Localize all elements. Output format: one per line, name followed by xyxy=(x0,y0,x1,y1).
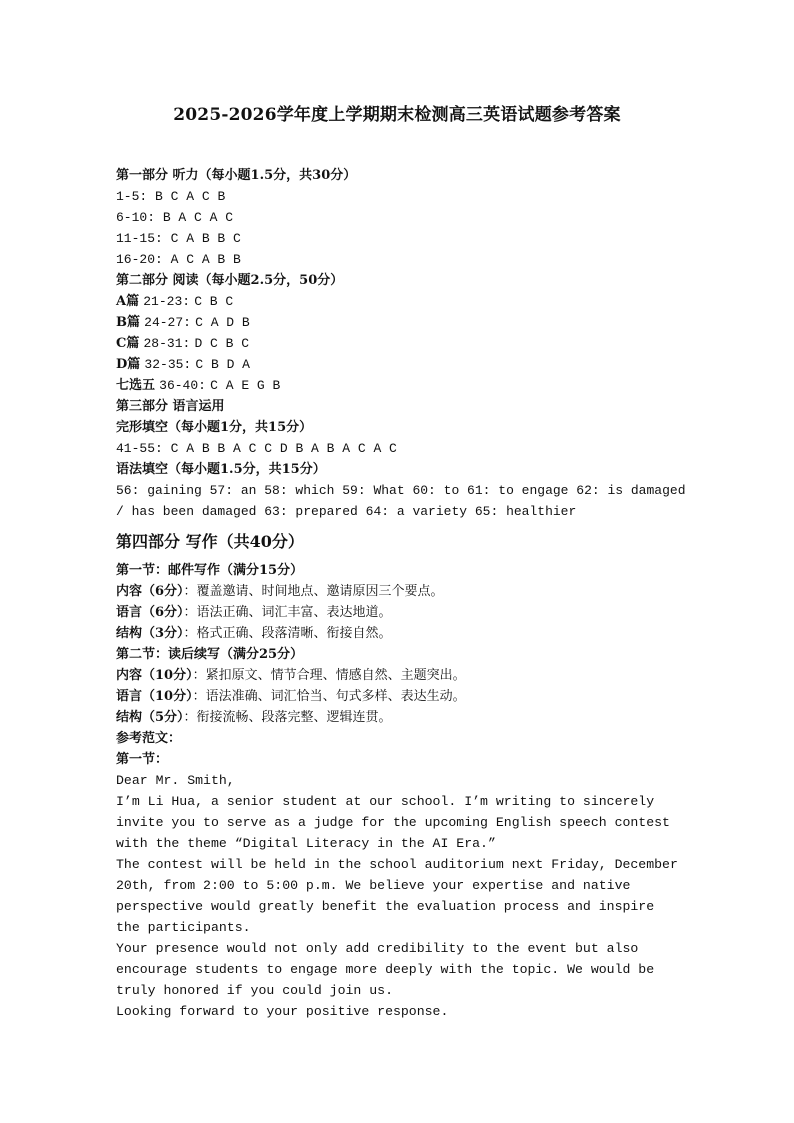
page-title: 2025-2026学年度上学期期末检测高三英语试题参考答案 xyxy=(173,105,621,125)
part3-heading: 第三部分 语言运用 xyxy=(116,399,225,414)
criterion-row: 语言（10分）：语法准确、词汇恰当、句式多样、表达生动。 xyxy=(116,689,466,704)
part2-row: 七选五 36-40: C A E G B xyxy=(116,378,281,393)
part1-row: 16-20: A C A B B xyxy=(116,252,241,267)
grammar-answers-line: 56: gaining 57: an 58: which 59: What 60: to 61: to engage 62: is damaged xyxy=(116,483,686,498)
criterion-row: 语言（6分）：语法正确、词汇丰富、表达地道。 xyxy=(116,605,392,620)
cloze-answers: 41-55: C A B B A C C D B A B A C A C xyxy=(116,441,397,456)
criterion-row: 内容（10分）：紧扣原文、情节合理、情感自然、主题突出。 xyxy=(116,668,466,683)
part2-row: D篇 32-35: C B D A xyxy=(116,357,250,372)
part4-heading: 第四部分 写作（共40分） xyxy=(116,532,304,551)
sample-paragraph: I’m Li Hua, a senior student at our school. I’m writing to sincerely invite you to serve as a judge for the upcoming English speech contest with the theme “Digital Literacy in the AI Era.” xyxy=(116,794,670,851)
part1-row: 6-10: B A C A C xyxy=(116,210,234,225)
sample-paragraph: Your presence would not only add credibility to the event but also encourage students to engage more deeply with the topic. We would be truly honored if you could join us. xyxy=(116,941,655,998)
criterion-row: 结构（5分）：衔接流畅、段落完整、逻辑连贯。 xyxy=(116,710,392,725)
sample-paragraph: The contest will be held in the school auditorium next Friday, December 20th, from 2:00 to 5:00 p.m. We believe your expertise and native perspective would greatly benefit the evaluation process and inspire the participants. xyxy=(116,857,678,935)
part1-heading: 第一部分 听力（每小题1.5分，共30分） xyxy=(116,168,357,183)
part1-row: 1-5: B C A C B xyxy=(116,189,226,204)
criterion-row: 结构（3分）：格式正确、段落清晰、衔接自然。 xyxy=(116,626,392,641)
writing-section1-heading: 第一节：邮件写作（满分15分） xyxy=(116,563,304,578)
part2-row: A篇 21-23: C B C xyxy=(116,294,234,309)
sample-section-label: 第一节： xyxy=(116,752,169,767)
part2-row: C篇 28-31: D C B C xyxy=(116,336,250,351)
part2-heading: 第二部分 阅读（每小题2.5分，50分） xyxy=(116,273,344,288)
criterion-row: 内容（6分）：覆盖邀请、时间地点、邀请原因三个要点。 xyxy=(116,584,444,599)
part2-row: B篇 24-27: C A D B xyxy=(116,315,250,330)
sample-paragraph: Looking forward to your positive response. xyxy=(116,1004,449,1019)
grammar-heading: 语法填空（每小题1.5分，共15分） xyxy=(116,462,326,477)
cloze-heading: 完形填空（每小题1分，共15分） xyxy=(116,420,313,435)
grammar-answers-line: / has been damaged 63: prepared 64: a variety 65: healthier xyxy=(116,504,577,519)
sample-greeting: Dear Mr. Smith, xyxy=(116,773,235,788)
writing-section2-heading: 第二节：读后续写（满分25分） xyxy=(116,647,304,662)
sample-heading: 参考范文： xyxy=(116,731,182,746)
part1-row: 11-15: C A B B C xyxy=(116,231,241,246)
